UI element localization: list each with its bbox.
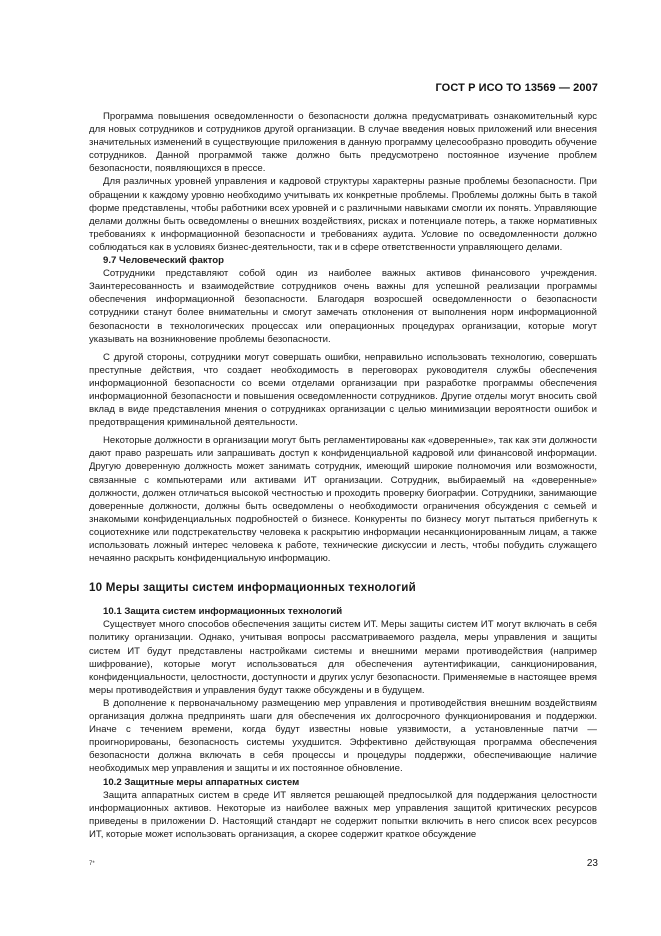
- page-number: 23: [586, 858, 598, 869]
- chapter-heading-10: 10 Меры защиты систем информационных технологий: [89, 581, 416, 595]
- paragraph-long-term-support: В дополнение к первоначальному размещению мер управления и противодействия внешним воздействиям организация должна предпринять шаги для обеспечения их долгосрочного функционирования и поддержки. Иначе с течением времени, когда будут известны новые уязвимости, а установленные патчи — проигнорированы, безопасность системы ухудшится. Эффективно действующая программа обеспечения безопасности должна включать в себя процессы и процедуры поддержки, обеспечивающие наличие необходимых мер управления и защиты и их постоянное обновление.: [89, 697, 597, 775]
- section-heading-9-7: 9.7 Человеческий фактор: [103, 255, 224, 267]
- paragraph-employees-assets: Сотрудники представляют собой один из наиболее важных активов финансового учреждения. Заинтересованность и взаимодействие сотрудников очень важны для успешной реализации программы обеспечения информационной безопасности. Благодаря возросшей осведомленности о безопасности сотрудники станут более внимательны и смогут замечать отклонения от выполнения норм информационной безопасности в технологических процессах или операционных процедурах организации, которые могут указывать на возникновение проблемы безопасности.: [89, 268, 597, 345]
- paragraph-employee-errors: С другой стороны, сотрудники могут совершать ошибки, неправильно использовать технологию, совершать преступные действия, что создает необходимость в переговорах руководителя службы обеспечения информационной безопасности со всеми отделами организации при разработке программы обеспечения информационной безопасности и повышения осведомленности сотрудников. Другие отделы могут вносить свой вклад в виде представления мнения о сотрудниках организации с целью минимизации вероятности ошибок и предотвращения криминальной деятельности.: [89, 351, 597, 429]
- section-heading-10-2: 10.2 Защитные меры аппаратных систем: [103, 776, 300, 788]
- page-body: [89, 110, 597, 841]
- sheet-mark: 7*: [89, 861, 95, 867]
- paragraph-protection-methods: Существует много способов обеспечения защиты систем ИТ. Меры защиты систем ИТ могут включать в себя политику организации. Однако, учитывая вопросы рассматриваемого раздела, меры управления и защиты систем ИТ будут представлены настройками системы и внешними мерами противодействия (например шифрование), которые могут использоваться для обеспечения аутентификации, санкционирования, конфиденциальности, целостности, доступности и других услуг безопасности. Применяемые в настоящее время меры противодействия и управления будут также обсуждены и в будущем.: [89, 619, 597, 696]
- paragraph-trusted-positions: Некоторые должности в организации могут быть регламентированы как «доверенные», так как эти должности дают право разрешать или запрашивать доступ к конфиденциальной кадровой или финансовой информации. Другую доверенную должность может занимать сотрудник, имеющий широкие полномочия или возможности, связанные с компьютерами или активами ИТ организации. Сотрудник, выбираемый на «доверенные» должности, должен отличаться высокой честностью и проходить проверку биографии. Сотрудники, занимающие доверенные должности, должны быть осведомлены о необходимости ограничения обсуждения с семьей и знакомыми конфиденциальных подробностей о бизнесе. Конкуренты по бизнесу могут пытаться прибегнуть к социотехнике или подстрекательству человека к раскрытию информации несанкционированным лицам, а также использовать ложный интерес человека к работе, технические дискуссии и лесть, чтобы побудить служащего нечаянно раскрыть конфиденциальную информацию.: [89, 435, 597, 565]
- standard-header: ГОСТ Р ИСО ТО 13569 — 2007: [435, 82, 598, 94]
- paragraph-management-levels: Для различных уровней управления и кадровой структуры характерны разные проблемы безопасности. При обращении к каждому уровню необходимо учитывать их конкретные проблемы. Проблемы должны быть в такой форме представлены, чтобы работники всех уровней и с различными навыками смогли их понять. Управляющие делами должны быть осведомлены о внешних воздействиях, рисках и потенциале потерь, а также нормативных требованиях к информационной безопасности и требованиях аудита. Условие по осведомленности должно соблюдаться как в условиях бизнес-деятельности, так и в сфере ответственности управляющего делами.: [89, 176, 597, 253]
- paragraph-awareness-program: Программа повышения осведомленности о безопасности должна предусматривать ознакомительный курс для новых сотрудников и сотрудников другой организации. В случае введения новых приложений или внесения значительных изменений в существующие приложения в данную программу целесообразно проводить обучение сотрудников. Данной программой также должно быть предусмотрено постоянное изучение проблем безопасности, появляющихся в прессе.: [89, 111, 597, 175]
- paragraph-hardware-protection: Защита аппаратных систем в среде ИТ является решающей предпосылкой для поддержания целостности информационных активов. Некоторые из наиболее важных мер управления защитой критических ресурсов приведены в приложении D. Настоящий стандарт не содержит попытки включить в него список всех ресурсов ИТ, которые может использовать организация, а скорее содержит краткое обсуждение: [89, 789, 597, 840]
- section-heading-10-1: 10.1 Защита систем информационных технологий: [103, 606, 343, 618]
